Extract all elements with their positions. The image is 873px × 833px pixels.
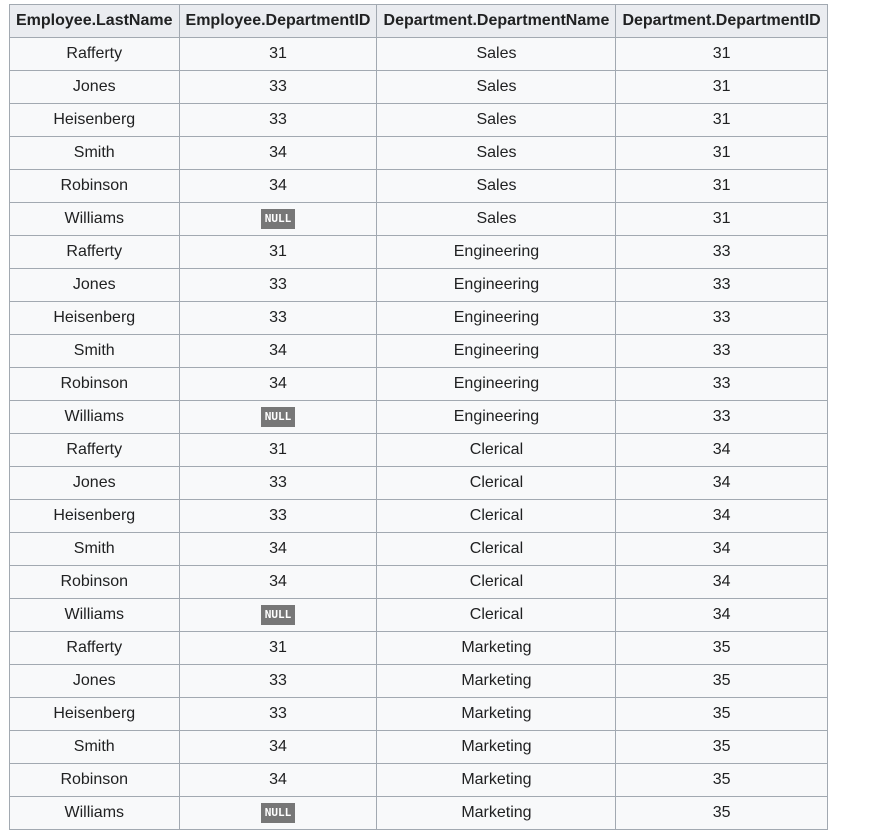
cross-join-table-container	[9, 4, 828, 830]
table-row	[10, 71, 828, 104]
cell-department-departmentid: 31	[616, 71, 827, 104]
cell-department-departmentid: 33	[616, 368, 827, 401]
cell-employee-lastname: Rafferty	[10, 434, 180, 467]
cell-employee-lastname: Rafferty	[10, 38, 180, 71]
cell-department-departmentname: Marketing	[377, 731, 616, 764]
cell-employee-lastname: Smith	[10, 335, 180, 368]
cell-employee-departmentid: 34	[179, 731, 377, 764]
cell-employee-lastname: Smith	[10, 533, 180, 566]
table-row	[10, 467, 828, 500]
cell-employee-lastname: Robinson	[10, 368, 180, 401]
cell-department-departmentname: Engineering	[377, 236, 616, 269]
table-row	[10, 566, 828, 599]
table-row	[10, 434, 828, 467]
cell-department-departmentname: Clerical	[377, 566, 616, 599]
cell-department-departmentname: Marketing	[377, 632, 616, 665]
cell-employee-departmentid: 33	[179, 71, 377, 104]
table-row	[10, 665, 828, 698]
table-row	[10, 533, 828, 566]
cell-employee-departmentid	[179, 599, 377, 632]
cell-employee-lastname: Heisenberg	[10, 698, 180, 731]
cell-employee-departmentid: 31	[179, 38, 377, 71]
cell-employee-departmentid: 31	[179, 236, 377, 269]
cell-department-departmentid: 35	[616, 731, 827, 764]
cell-employee-lastname: Smith	[10, 731, 180, 764]
table-row	[10, 698, 828, 731]
cell-employee-departmentid	[179, 797, 377, 830]
cell-department-departmentid: 35	[616, 665, 827, 698]
cell-employee-lastname: Williams	[10, 599, 180, 632]
header-department-departmentname: Department.DepartmentName	[377, 5, 616, 38]
cell-department-departmentname: Marketing	[377, 698, 616, 731]
header-employee-lastname: Employee.LastName	[10, 5, 180, 38]
cell-employee-departmentid: 31	[179, 434, 377, 467]
cell-employee-lastname: Jones	[10, 665, 180, 698]
cell-department-departmentid: 33	[616, 335, 827, 368]
header-row	[10, 5, 828, 38]
cell-department-departmentid: 33	[616, 302, 827, 335]
cell-department-departmentname: Clerical	[377, 500, 616, 533]
cell-employee-departmentid: 33	[179, 665, 377, 698]
cell-department-departmentname: Engineering	[377, 335, 616, 368]
table-row	[10, 368, 828, 401]
header-employee-departmentid: Employee.DepartmentID	[179, 5, 377, 38]
table-row	[10, 632, 828, 665]
cell-employee-lastname: Rafferty	[10, 236, 180, 269]
cell-employee-lastname: Heisenberg	[10, 104, 180, 137]
cell-department-departmentname: Sales	[377, 71, 616, 104]
cell-employee-departmentid: 33	[179, 104, 377, 137]
cell-department-departmentname: Sales	[377, 203, 616, 236]
table-row	[10, 764, 828, 797]
cell-employee-lastname: Robinson	[10, 566, 180, 599]
null-badge: NULL	[261, 407, 296, 427]
table-row	[10, 137, 828, 170]
cell-employee-lastname: Williams	[10, 797, 180, 830]
cell-employee-lastname: Jones	[10, 467, 180, 500]
cell-employee-departmentid: 31	[179, 632, 377, 665]
cell-employee-departmentid: 34	[179, 335, 377, 368]
cell-department-departmentname: Engineering	[377, 269, 616, 302]
cell-department-departmentid: 35	[616, 797, 827, 830]
cell-department-departmentid: 31	[616, 203, 827, 236]
cell-department-departmentname: Engineering	[377, 302, 616, 335]
cell-department-departmentid: 34	[616, 434, 827, 467]
cell-department-departmentname: Clerical	[377, 434, 616, 467]
table-row	[10, 335, 828, 368]
cell-department-departmentname: Marketing	[377, 764, 616, 797]
cell-department-departmentid: 31	[616, 38, 827, 71]
cell-department-departmentname: Marketing	[377, 797, 616, 830]
cell-employee-lastname: Williams	[10, 203, 180, 236]
cell-employee-lastname: Rafferty	[10, 632, 180, 665]
cell-department-departmentname: Clerical	[377, 467, 616, 500]
table-row	[10, 104, 828, 137]
cell-department-departmentname: Engineering	[377, 368, 616, 401]
table-row	[10, 269, 828, 302]
cell-employee-lastname: Robinson	[10, 170, 180, 203]
table-row	[10, 500, 828, 533]
cell-employee-departmentid: 34	[179, 368, 377, 401]
cell-employee-departmentid: 33	[179, 698, 377, 731]
cell-department-departmentname: Sales	[377, 38, 616, 71]
cell-employee-departmentid	[179, 401, 377, 434]
cell-department-departmentid: 33	[616, 269, 827, 302]
cell-department-departmentid: 34	[616, 467, 827, 500]
cell-department-departmentname: Clerical	[377, 599, 616, 632]
cell-department-departmentid: 34	[616, 599, 827, 632]
table-row	[10, 38, 828, 71]
cell-employee-departmentid: 34	[179, 566, 377, 599]
cell-employee-lastname: Jones	[10, 269, 180, 302]
cell-employee-lastname: Robinson	[10, 764, 180, 797]
header-department-departmentid: Department.DepartmentID	[616, 5, 827, 38]
cell-department-departmentid: 31	[616, 137, 827, 170]
cell-employee-lastname: Heisenberg	[10, 302, 180, 335]
table-row	[10, 599, 828, 632]
null-badge: NULL	[261, 209, 296, 229]
table-row	[10, 401, 828, 434]
cell-employee-departmentid: 33	[179, 467, 377, 500]
cell-department-departmentname: Marketing	[377, 665, 616, 698]
cell-employee-departmentid: 34	[179, 137, 377, 170]
table-row	[10, 797, 828, 830]
cell-department-departmentname: Sales	[377, 170, 616, 203]
cell-department-departmentname: Engineering	[377, 401, 616, 434]
cell-department-departmentid: 35	[616, 698, 827, 731]
cell-department-departmentid: 33	[616, 401, 827, 434]
cell-employee-lastname: Jones	[10, 71, 180, 104]
cell-employee-departmentid	[179, 203, 377, 236]
cell-department-departmentid: 35	[616, 764, 827, 797]
null-badge: NULL	[261, 605, 296, 625]
cell-department-departmentid: 31	[616, 104, 827, 137]
cell-employee-departmentid: 33	[179, 302, 377, 335]
cell-employee-departmentid: 34	[179, 764, 377, 797]
table-row	[10, 731, 828, 764]
table-row	[10, 236, 828, 269]
cell-employee-lastname: Heisenberg	[10, 500, 180, 533]
cell-department-departmentname: Clerical	[377, 533, 616, 566]
cell-department-departmentid: 34	[616, 533, 827, 566]
cell-employee-departmentid: 34	[179, 533, 377, 566]
cell-department-departmentid: 35	[616, 632, 827, 665]
table-row	[10, 302, 828, 335]
cell-employee-departmentid: 33	[179, 500, 377, 533]
cell-department-departmentid: 34	[616, 566, 827, 599]
cell-employee-departmentid: 34	[179, 170, 377, 203]
cell-department-departmentid: 33	[616, 236, 827, 269]
cell-department-departmentname: Sales	[377, 104, 616, 137]
null-badge: NULL	[261, 803, 296, 823]
cross-join-table	[9, 4, 828, 830]
cell-department-departmentname: Sales	[377, 137, 616, 170]
cell-department-departmentid: 31	[616, 170, 827, 203]
cell-department-departmentid: 34	[616, 500, 827, 533]
table-row	[10, 170, 828, 203]
cell-employee-lastname: Williams	[10, 401, 180, 434]
cell-employee-lastname: Smith	[10, 137, 180, 170]
table-row	[10, 203, 828, 236]
cell-employee-departmentid: 33	[179, 269, 377, 302]
